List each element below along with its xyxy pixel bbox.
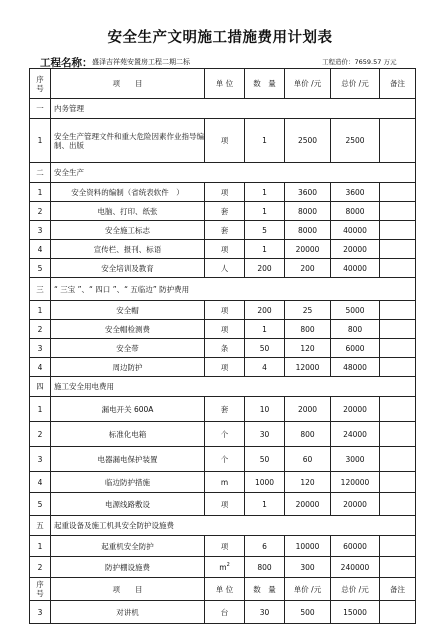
header-no-text: 序 号 <box>36 580 44 598</box>
cell-qty: 1 <box>245 320 285 339</box>
cell-unit: 个 <box>205 422 245 447</box>
cell-qty: 800 <box>245 557 285 578</box>
cell-qty: 1000 <box>245 472 285 493</box>
cell-item: 对讲机 <box>51 601 205 624</box>
cell-note <box>380 557 416 578</box>
project-cost-label: 工程造价：7659.57 万元 <box>322 58 397 66</box>
cell-note <box>380 447 416 472</box>
header-note: 备注 <box>380 578 416 601</box>
cell-total: 240000 <box>331 557 380 578</box>
cell-unit: 台 <box>205 601 245 624</box>
cell-qty: 30 <box>245 601 285 624</box>
cell-note <box>380 358 416 377</box>
cell-price: 300 <box>285 557 331 578</box>
cell-no: 3 <box>30 447 51 472</box>
table-row <box>30 339 416 358</box>
cell-unit: 项 <box>205 493 245 516</box>
cell-item: 安全帽 <box>51 301 205 320</box>
cell-no: 5 <box>30 493 51 516</box>
cell-qty: 30 <box>245 422 285 447</box>
cell-no: 1 <box>30 397 51 422</box>
cell-qty: 1 <box>245 119 285 163</box>
table-row <box>30 301 416 320</box>
cell-total: 48000 <box>331 358 380 377</box>
cell-price: 8000 <box>285 202 331 221</box>
cell-item: 起重机安全防护 <box>51 536 205 557</box>
table-row <box>30 320 416 339</box>
cell-unit: 项 <box>205 240 245 259</box>
cell-total: 20000 <box>331 493 380 516</box>
table-row <box>30 601 416 624</box>
cell-price: 25 <box>285 301 331 320</box>
cell-price: 12000 <box>285 358 331 377</box>
section-no: 一 <box>30 99 51 119</box>
cell-note <box>380 202 416 221</box>
cell-note <box>380 119 416 163</box>
cell-total: 20000 <box>331 397 380 422</box>
section-name: 起重设备及施工机具安全防护设施费 <box>51 516 416 536</box>
cell-item: 安全生产管理文件和重大危险因素作业指导编制、出版 <box>51 119 205 163</box>
cell-note <box>380 397 416 422</box>
header-no <box>30 578 51 601</box>
cell-no: 5 <box>30 259 51 278</box>
cell-total: 15000 <box>331 601 380 624</box>
cell-price: 60 <box>285 447 331 472</box>
cell-qty: 1 <box>245 202 285 221</box>
cell-unit: 人 <box>205 259 245 278</box>
cell-note <box>380 339 416 358</box>
cell-item: 周边防护 <box>51 358 205 377</box>
cell-total: 20000 <box>331 240 380 259</box>
cell-no: 2 <box>30 202 51 221</box>
header-item: 项 目 <box>51 578 205 601</box>
cell-no: 1 <box>30 301 51 320</box>
header-qty: 数 量 <box>245 578 285 601</box>
project-name-value: 盛泽吉祥苑安置房工程二期二标 <box>92 58 190 66</box>
cell-price: 3600 <box>285 183 331 202</box>
cell-item: 临边防护措施 <box>51 472 205 493</box>
cell-unit: 套 <box>205 221 245 240</box>
cell-qty: 200 <box>245 259 285 278</box>
cell-total: 3000 <box>331 447 380 472</box>
unit-superscript: 2 <box>226 561 230 568</box>
cell-qty: 1 <box>245 183 285 202</box>
cell-qty: 200 <box>245 301 285 320</box>
cell-item: 安全带 <box>51 339 205 358</box>
cell-price: 500 <box>285 601 331 624</box>
cell-item: 电脑、打印、纸张 <box>51 202 205 221</box>
project-name-label: 工程名称： <box>40 57 93 69</box>
cell-qty: 1 <box>245 493 285 516</box>
cell-note <box>380 221 416 240</box>
cell-item: 电源线路敷设 <box>51 493 205 516</box>
cell-price: 800 <box>285 320 331 339</box>
section-name: 施工安全用电费用 <box>51 377 416 397</box>
table-row <box>30 397 416 422</box>
cell-price: 20000 <box>285 240 331 259</box>
table-row <box>30 119 416 163</box>
table-row <box>30 493 416 516</box>
header-price: 单价 /元 <box>285 578 331 601</box>
cell-unit: m <box>205 472 245 493</box>
header-total: 总价 /元 <box>331 578 380 601</box>
cell-note <box>380 601 416 624</box>
cell-no: 4 <box>30 472 51 493</box>
cell-no: 1 <box>30 536 51 557</box>
cell-note <box>380 240 416 259</box>
cost-plan-table <box>29 68 416 624</box>
cell-total: 60000 <box>331 536 380 557</box>
cell-total: 8000 <box>331 202 380 221</box>
cell-item: 防护棚设施费 <box>51 557 205 578</box>
cell-no: 4 <box>30 240 51 259</box>
table-row <box>30 557 416 578</box>
section-name: “ 三宝 ”、“ 四口 ”、“ 五临边” 防护费用 <box>51 278 416 301</box>
header-note: 备注 <box>380 69 416 99</box>
table-row <box>30 472 416 493</box>
cell-price: 10000 <box>285 536 331 557</box>
cell-unit: 项 <box>205 358 245 377</box>
cell-qty: 6 <box>245 536 285 557</box>
cell-note <box>380 536 416 557</box>
cell-total: 24000 <box>331 422 380 447</box>
cell-note <box>380 472 416 493</box>
cell-total: 5000 <box>331 301 380 320</box>
cell-item: 安全施工标志 <box>51 221 205 240</box>
cell-no: 4 <box>30 358 51 377</box>
table-row <box>30 183 416 202</box>
table-row <box>30 202 416 221</box>
cell-note <box>380 422 416 447</box>
cell-no: 2 <box>30 320 51 339</box>
cell-unit: 项 <box>205 183 245 202</box>
cell-qty: 50 <box>245 447 285 472</box>
section-row <box>30 278 416 301</box>
page-title: 安全生产文明施工措施费用计划表 <box>107 30 333 46</box>
section-row <box>30 99 416 119</box>
table-header-row-repeat <box>30 578 416 601</box>
cell-unit: 项 <box>205 301 245 320</box>
cell-note <box>380 493 416 516</box>
cell-unit: 条 <box>205 339 245 358</box>
cell-total: 6000 <box>331 339 380 358</box>
section-row <box>30 163 416 183</box>
table-row <box>30 422 416 447</box>
cell-qty: 1 <box>245 240 285 259</box>
cell-item: 安全帽检测费 <box>51 320 205 339</box>
section-no: 五 <box>30 516 51 536</box>
cell-total: 2500 <box>331 119 380 163</box>
section-no: 三 <box>30 278 51 301</box>
cell-note <box>380 183 416 202</box>
cell-total: 40000 <box>331 221 380 240</box>
header-item: 项 目 <box>51 69 205 99</box>
cell-no: 2 <box>30 557 51 578</box>
cell-qty: 10 <box>245 397 285 422</box>
table-row <box>30 536 416 557</box>
header-unit: 单 位 <box>205 578 245 601</box>
cell-no: 2 <box>30 422 51 447</box>
cell-note <box>380 301 416 320</box>
cell-note <box>380 320 416 339</box>
cell-item: 标准化电箱 <box>51 422 205 447</box>
table-row <box>30 447 416 472</box>
cell-unit <box>205 557 245 578</box>
cell-no: 3 <box>30 339 51 358</box>
cell-qty: 5 <box>245 221 285 240</box>
cell-no: 1 <box>30 183 51 202</box>
cell-unit: 项 <box>205 320 245 339</box>
header-qty: 数 量 <box>245 69 285 99</box>
cell-unit: 个 <box>205 447 245 472</box>
cell-item: 安全资料的编制（省统表软件 ） <box>51 183 205 202</box>
header-no-text: 序 号 <box>36 74 44 93</box>
cell-item: 宣传栏、报刊、标语 <box>51 240 205 259</box>
section-row <box>30 516 416 536</box>
header-total: 总价 /元 <box>331 69 380 99</box>
cell-no: 3 <box>30 221 51 240</box>
cell-qty: 4 <box>245 358 285 377</box>
header-price: 单价 /元 <box>285 69 331 99</box>
cell-note <box>380 259 416 278</box>
cell-price: 800 <box>285 422 331 447</box>
cell-total: 800 <box>331 320 380 339</box>
cell-no: 3 <box>30 601 51 624</box>
section-no: 四 <box>30 377 51 397</box>
header-unit: 单 位 <box>205 69 245 99</box>
cell-total: 40000 <box>331 259 380 278</box>
cell-price: 2500 <box>285 119 331 163</box>
section-no: 二 <box>30 163 51 183</box>
cell-unit: 套 <box>205 202 245 221</box>
cell-item: 漏电开关 600A <box>51 397 205 422</box>
cell-total: 120000 <box>331 472 380 493</box>
cell-price: 120 <box>285 339 331 358</box>
cell-unit: 项 <box>205 536 245 557</box>
section-row <box>30 377 416 397</box>
cell-qty: 50 <box>245 339 285 358</box>
cell-item: 安全培训及教育 <box>51 259 205 278</box>
cell-unit: 项 <box>205 119 245 163</box>
cell-price: 2000 <box>285 397 331 422</box>
cell-total: 3600 <box>331 183 380 202</box>
table-row <box>30 240 416 259</box>
section-name: 安全生产 <box>51 163 416 183</box>
table-header-row <box>30 69 416 99</box>
cell-price: 120 <box>285 472 331 493</box>
table-row <box>30 221 416 240</box>
cell-price: 200 <box>285 259 331 278</box>
table-row <box>30 259 416 278</box>
cell-price: 8000 <box>285 221 331 240</box>
cell-unit: 套 <box>205 397 245 422</box>
cell-item: 电器漏电保护装置 <box>51 447 205 472</box>
header-no <box>30 69 51 99</box>
section-name: 内务管理 <box>51 99 416 119</box>
cell-unit-text: m <box>219 562 227 572</box>
cell-price: 20000 <box>285 493 331 516</box>
cell-no: 1 <box>30 119 51 163</box>
table-row <box>30 358 416 377</box>
